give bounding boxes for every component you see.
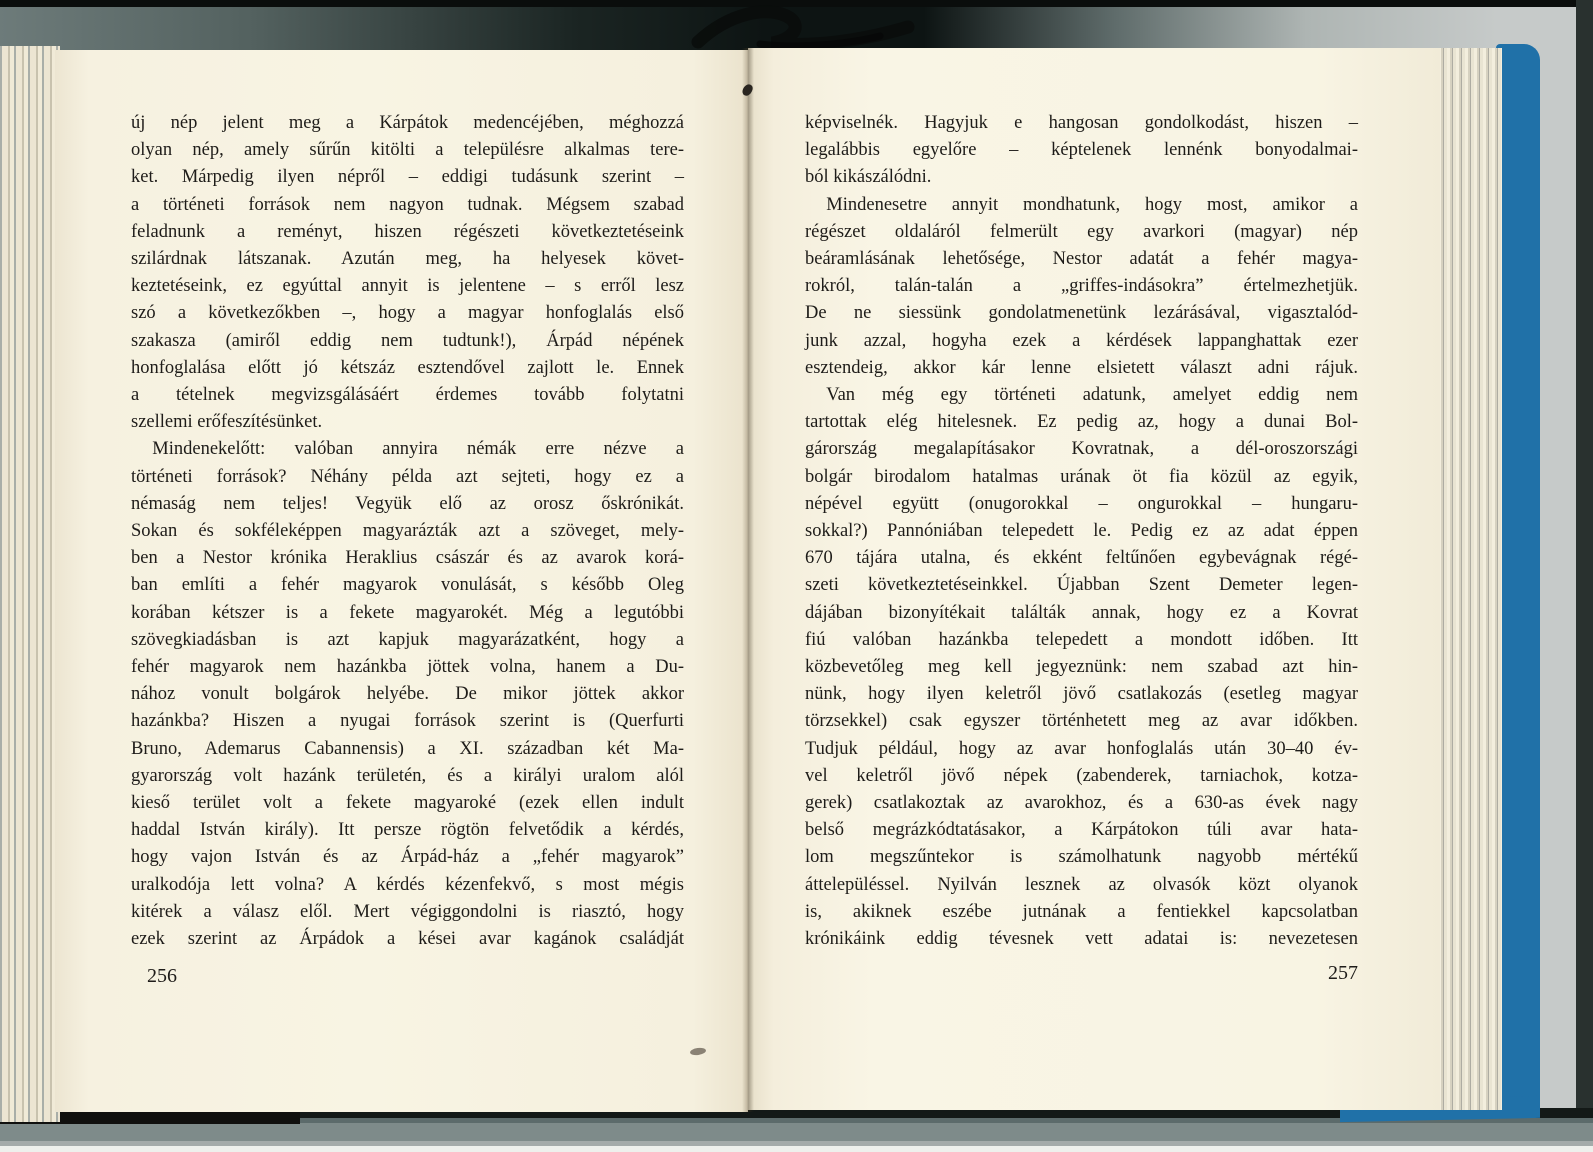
- text-line: dájában bizonyítékait találták annak, hogy ez a Kovrat: [805, 602, 1358, 623]
- text-line: krónikáink eddig tévesnek vett adatai is: nevezetesen: [805, 929, 1358, 950]
- text-line: lom megszűntekor is számolhatunk nagyobb mértékű: [805, 847, 1358, 868]
- text-line: képviselnék. Hagyjuk e hangosan gondolkodást, hiszen –: [805, 113, 1358, 133]
- text-line: népével együtt (onugorokkal – ongurokkal – hungaru-: [805, 493, 1358, 514]
- text-line: legalábbis egyelőre – képtelenek lennénk bonyodalmai-: [805, 140, 1358, 161]
- scan-right-edge: [1576, 0, 1593, 1152]
- text-line: szilárdnak látszanak. Azután meg, ha helyesek követ-: [131, 249, 684, 270]
- text-line: feladnunk a reményt, hiszen régészeti következtetéseink: [131, 221, 684, 242]
- text-line: junk azzal, hogyha ezek a kérdések lappanghattak ezer: [805, 330, 1358, 351]
- text-line: olyan nép, amely sűrűn kitölti a településre alkalmas tere-: [131, 140, 684, 161]
- text-line: hazánkba? Hiszen a nyugai források szerint is (Querfurti: [131, 711, 684, 732]
- text-line: kieső terület volt a fekete magyaroké (ezek ellen indult: [131, 793, 684, 814]
- book-gutter: [742, 48, 754, 1112]
- text-line: szellemi erőfeszítésünket.: [131, 412, 323, 433]
- page-number-right: 257: [1328, 962, 1358, 984]
- text-line: korában kétszer is a fekete magyarokét. Még a legutóbbi: [131, 602, 684, 623]
- book-cover-right: [1496, 44, 1540, 1114]
- text-line: gárország megalapításakor Kovratnak, a dél-oroszországi: [805, 439, 1358, 460]
- text-line: ben a Nestor krónika Heraklius császár és az avarok korá-: [131, 548, 684, 569]
- text-line: Sokan és sokféleképpen magyarázták azt a szöveget, mely-: [131, 521, 684, 542]
- text-line: gyarország volt hazánk területén, és a királyi uralom alól: [131, 765, 684, 786]
- text-line: gerek) csatlakoztak az avarokhoz, és a 630-as évek nagy: [805, 793, 1358, 814]
- text-line: 670 tájára utalna, és ekként feltűnően egybevágnak régé-: [805, 548, 1358, 569]
- text-line: Mindenesetre annyit mondhatunk, hogy most, amikor a: [826, 194, 1358, 215]
- text-line: törzsekkel) csak egyszer történhetett meg az avar időkben.: [805, 711, 1358, 732]
- bookmark-ribbon-icon: [640, 0, 950, 52]
- text-line: haddal István király). Itt persze rögtön felvetődik a kérdés,: [131, 820, 684, 841]
- page-edges-left: [0, 46, 60, 1122]
- text-line: nához vonult bolgárok helyébe. De mikor jöttek akkor: [131, 684, 684, 705]
- text-line: bolgár birodalom hatalmas urának öt fia közül az egyik,: [805, 466, 1358, 487]
- text-line: ban említi a fehér magyarok vonulását, s később Oleg: [131, 575, 684, 596]
- text-line: uralkodója lett volna? A kérdés kézenfekvő, s most mégis: [131, 874, 684, 895]
- text-line: új nép jelent meg a Kárpátok medencéjében, méghozzá: [131, 113, 684, 133]
- text-line: szövegkiadásban is azt kapjuk magyarázatként, hogy a: [131, 629, 684, 650]
- page-text-left: [131, 110, 684, 953]
- text-line: honfoglalása előtt jó kétszáz esztendővel zajlott le. Ennek: [131, 357, 684, 378]
- text-line: kitérek a válasz elől. Mert végiggondolni is riasztó, hogy: [131, 901, 684, 922]
- text-line: beáramlásának lehetősége, Nestor adatát a fehér magya-: [805, 249, 1358, 270]
- page-number-left: 256: [147, 965, 177, 987]
- page-edges-right: [1438, 48, 1502, 1110]
- text-line: keztetéseink, ez egyúttal annyit is jelentene – s erről lesz: [131, 276, 684, 297]
- text-line: szeti következtetéseinkkel. Újabban Szent Demeter legen-: [805, 575, 1358, 596]
- text-line: Mindenekelőtt: valóban annyira némák erre nézve a: [152, 439, 684, 460]
- text-line: tartottak elég hitelesnek. Ez pedig az, hogy a dunai Bol-: [805, 412, 1358, 433]
- text-line: rokról, talán-talán a „griffes-indásokra” értelmezhetjük.: [805, 276, 1358, 297]
- text-line: közbevetőleg meg kell jegyeznünk: nem szabad azt hin-: [805, 657, 1358, 678]
- text-line: szó a következőkben –, hogy a magyar honfoglalás első: [131, 303, 684, 324]
- text-line: fiú valóban hazánkba telepedett a mondott időben. Itt: [805, 629, 1358, 650]
- text-line: belső megrázkódtatásakor, a Kárpátokon túli avar hata-: [805, 820, 1358, 841]
- text-line: sokkal?) Pannóniában telepedett le. Pedig ez az adat éppen: [805, 521, 1358, 542]
- text-line: ból kikászálódni.: [805, 167, 932, 188]
- text-line: is, akiknek eszébe jutnának a fentiekkel kapcsolatban: [805, 901, 1358, 922]
- text-line: történeti források? Néhány példa azt sejteti, hogy ez a: [131, 466, 684, 487]
- text-line: a tételnek megvizsgálásáért érdemes tovább folytatni: [131, 385, 684, 406]
- text-line: De ne siessünk gondolatmenetünk lezárásával, vigasztalód-: [805, 303, 1358, 324]
- text-line: régészet oldaláról felmerült egy avarkori (magyar) nép: [805, 221, 1358, 242]
- page-text-right: [805, 110, 1358, 953]
- text-line: ezek szerint az Árpádok a kései avar kagánok családját: [131, 929, 684, 950]
- text-line: Van még egy történeti adatunk, amelyet eddig nem: [826, 385, 1358, 406]
- text-line: szakasza (amiről eddig nem tudtunk!), Árpád népének: [131, 330, 684, 351]
- text-line: hogy vajon István és az Árpád-ház a „fehér magyarok”: [131, 847, 684, 868]
- text-line: Bruno, Ademarus Cabannensis) a XI. században két Ma-: [131, 738, 684, 759]
- text-line: fehér magyarok nem hazánkba jöttek volna, hanem a Du-: [131, 657, 684, 678]
- text-line: esztendeig, akkor kár lenne elsietett választ adni rájuk.: [805, 357, 1358, 378]
- text-line: ket. Márpedig ilyen népről – eddigi tudásunk szerint –: [131, 167, 684, 188]
- text-line: nünk, hogy ilyen keletről jövő csatlakozás (esetleg magyar: [805, 684, 1358, 705]
- text-line: némaság nem teljes! Vegyük elő az orosz őskrónikát.: [131, 493, 684, 514]
- text-line: vel keletről jövő népek (zabenderek, tarniachok, kotza-: [805, 765, 1358, 786]
- text-line: áttelepüléssel. Nyilván lesznek az olvasók közt olyanok: [805, 874, 1358, 895]
- text-line: a történeti források nem nagyon tudnak. Mégsem szabad: [131, 194, 684, 215]
- text-line: Tudjuk például, hogy az avar honfoglalás után 30–40 év-: [805, 738, 1358, 759]
